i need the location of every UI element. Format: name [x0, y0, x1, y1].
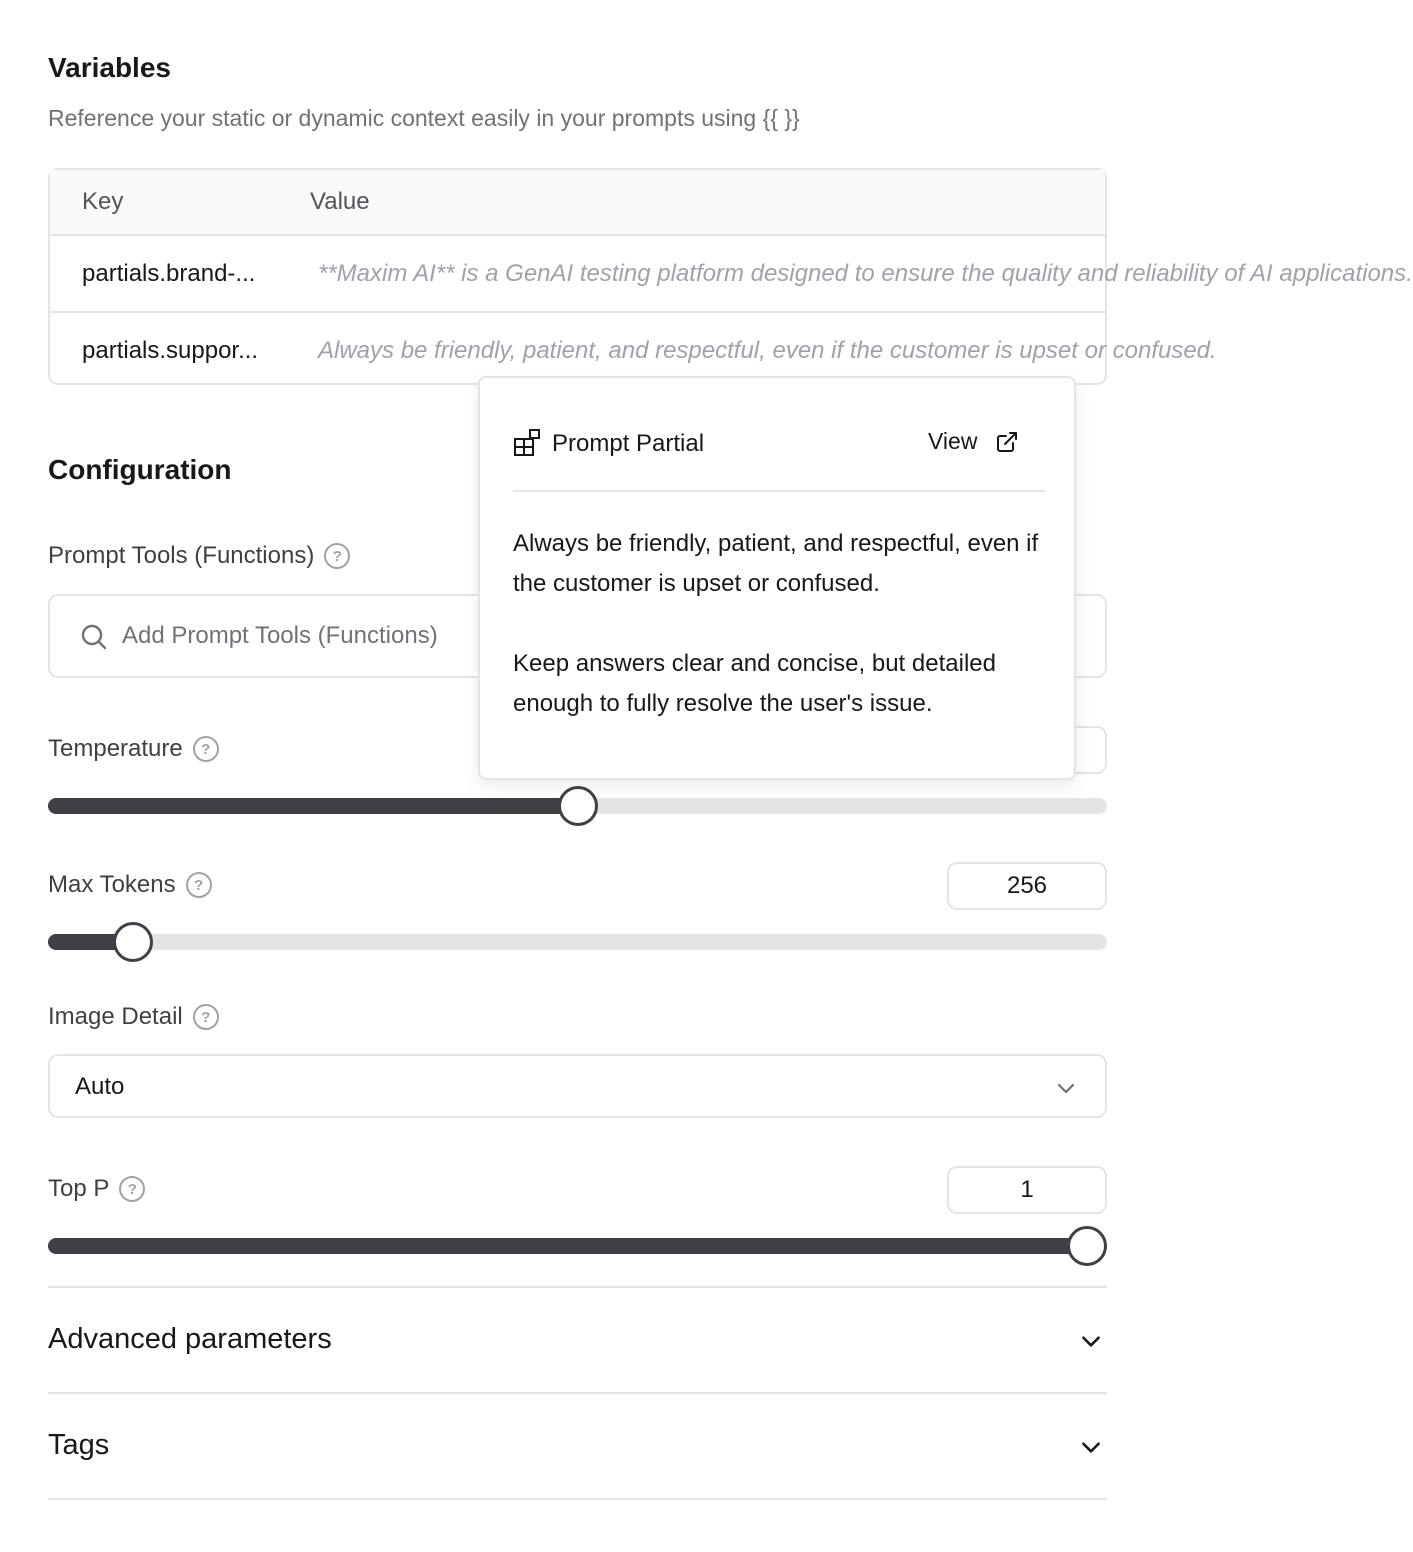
configuration-title: Configuration: [48, 454, 232, 485]
question-circle-icon[interactable]: ?: [186, 872, 212, 898]
temperature-slider-thumb[interactable]: [558, 786, 598, 826]
variable-value[interactable]: Always be friendly, patient, and respectful, even if the customer is upset or confused.: [318, 337, 1217, 364]
temperature-slider[interactable]: [48, 798, 1107, 814]
chevron-down-icon: [1078, 1328, 1104, 1354]
divider: [48, 1498, 1107, 1500]
chevron-down-icon: [1078, 1434, 1104, 1460]
temperature-label-text: Temperature: [48, 735, 183, 762]
max-tokens-slider[interactable]: [48, 934, 1107, 950]
chevron-down-icon: [1054, 1076, 1078, 1100]
question-circle-icon[interactable]: ?: [193, 736, 219, 762]
tags-title: Tags: [48, 1429, 110, 1461]
image-detail-label: [48, 1003, 219, 1031]
question-circle-icon[interactable]: ?: [119, 1176, 145, 1202]
top-p-label: [48, 1175, 145, 1203]
max-tokens-input[interactable]: 256: [947, 862, 1107, 910]
prompt-tools-label: [48, 542, 350, 570]
variable-key: partials.suppor...: [82, 337, 259, 364]
variable-value[interactable]: **Maxim AI** is a GenAI testing platform designed to ensure the quality and reliability of AI applications.: [318, 260, 1413, 287]
tags-toggle[interactable]: [48, 1394, 1107, 1498]
table-header: [50, 170, 1105, 236]
column-header-value: Value: [310, 188, 370, 215]
top-p-slider-fill: [48, 1238, 1087, 1254]
top-p-input[interactable]: 1: [947, 1166, 1107, 1214]
popover-divider: [513, 490, 1045, 492]
prompt-tools-placeholder: Add Prompt Tools (Functions): [122, 622, 438, 649]
popover-paragraph-1: Always be friendly, patient, and respectful, even if the customer is upset or confused.: [513, 530, 1039, 597]
prompt-partial-popover: [478, 376, 1076, 780]
temperature-slider-fill: [48, 798, 578, 814]
max-tokens-slider-thumb[interactable]: [113, 922, 153, 962]
top-p-label-text: Top P: [48, 1175, 110, 1202]
advanced-parameters-title: Advanced parameters: [48, 1323, 332, 1355]
prompt-tools-label-text: Prompt Tools (Functions): [48, 542, 315, 569]
temperature-label: [48, 735, 219, 763]
column-header-key: Key: [82, 188, 124, 215]
max-tokens-label: [48, 871, 212, 899]
view-label: View: [928, 428, 978, 454]
variables-title: Variables: [48, 52, 171, 83]
max-tokens-label-text: Max Tokens: [48, 871, 176, 898]
search-icon: [80, 623, 108, 651]
top-p-slider-thumb[interactable]: [1067, 1226, 1107, 1266]
image-detail-selected: Auto: [75, 1073, 125, 1100]
external-link-icon: [995, 430, 1019, 454]
variables-subtitle: Reference your static or dynamic context easily in your prompts using {{ }}: [48, 105, 800, 131]
variable-key: partials.brand-...: [82, 260, 256, 287]
popover-title: Prompt Partial: [552, 430, 705, 457]
partial-blocks-icon: [513, 429, 541, 457]
question-circle-icon[interactable]: ?: [193, 1004, 219, 1030]
image-detail-select[interactable]: [48, 1054, 1107, 1118]
variables-table: [48, 168, 1413, 385]
advanced-parameters-toggle[interactable]: [48, 1288, 1107, 1392]
popover-paragraph-2: Keep answers clear and concise, but detailed enough to fully resolve the user's issue.: [513, 650, 996, 717]
question-circle-icon[interactable]: ?: [324, 543, 350, 569]
image-detail-label-text: Image Detail: [48, 1003, 183, 1030]
view-link[interactable]: [928, 428, 1019, 455]
table-row[interactable]: [50, 236, 1413, 313]
top-p-slider[interactable]: [48, 1238, 1107, 1254]
